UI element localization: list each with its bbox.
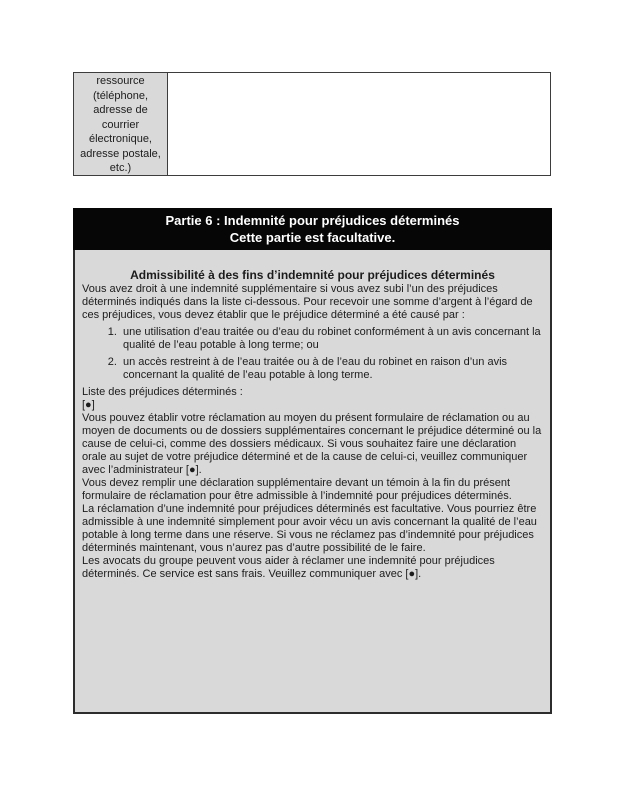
witness-declaration-paragraph: Vous devez remplir une déclaration supplémentaire devant un témoin à la fin du présent formulaire de réclamation pour être admissible à l’indemnité pour préjudices déterminés. [82, 477, 512, 502]
causes-list [82, 326, 543, 382]
part6-section-header [73, 208, 552, 250]
injuries-list-label: Liste des préjudices déterminés : [82, 386, 243, 398]
eligibility-intro-paragraph: Vous avez droit à une indemnité supplémentaire si vous avez subi l’un des préjudices déterminés indiqués dans la liste ci-dessous. Pour recevoir une somme d’argent à l’égard de ces préjudices, vous devez établir que le préjudice déterminé a été causé par : [82, 283, 533, 321]
claim-method-paragraph: Vous pouvez établir votre réclamation au moyen du présent formulaire de réclamation ou au moyen de documents ou de dossiers supplémentaires concernant le préjudice déterminé ou la cause de celui-ci, comme des dossiers médicaux. Si vous souhaitez faire une déclaration orale au sujet de votre préjudice déterminé et de la cause de celui-ci, veuillez communiquer avec l’administrateur [●]. [82, 412, 542, 476]
contact-resource-label-cell: ressource (téléphone, adresse de courrier électronique, adresse postale, etc.) [74, 73, 168, 175]
part6-eligibility-box [73, 250, 552, 714]
contact-resource-value-cell [168, 73, 550, 175]
cause-item-1: 1. une utilisation d’eau traitée ou d’eau du robinet conformément à un avis concernant la qualité de l’eau potable à long terme; ou [120, 326, 543, 352]
optional-claim-paragraph: La réclamation d’une indemnité pour préjudices déterminés est facultative. Vous pourriez être admissible à une indemnité simplement pour avoir vécu un avis concernant la qualité de l’eau potable à long terme dans une réserve. Si vous ne réclamez pas d’indemnité pour préjudices déterminés maintenant, vous n’aurez pas d’autre possibilité de le faire. [82, 503, 537, 554]
part6-header-subtitle: Cette partie est facultative. [229, 230, 396, 245]
eligibility-heading: Admissibilité à des fins d’indemnité pour préjudices déterminés [130, 268, 495, 282]
contact-info-table [73, 72, 551, 176]
part6-header-title: Partie 6 : Indemnité pour préjudices déterminés [165, 213, 460, 228]
class-lawyers-paragraph: Les avocats du groupe peuvent vous aider à réclamer une indemnité pour préjudices déterminés. Ce service est sans frais. Veuillez communiquer avec [●]. [82, 555, 495, 580]
injuries-list-placeholder: [●] [82, 399, 95, 411]
cause-item-2: 2. un accès restreint à de l’eau traitée ou à de l’eau du robinet en raison d’un avis concernant la qualité de l’eau potable à long terme. [120, 356, 543, 382]
